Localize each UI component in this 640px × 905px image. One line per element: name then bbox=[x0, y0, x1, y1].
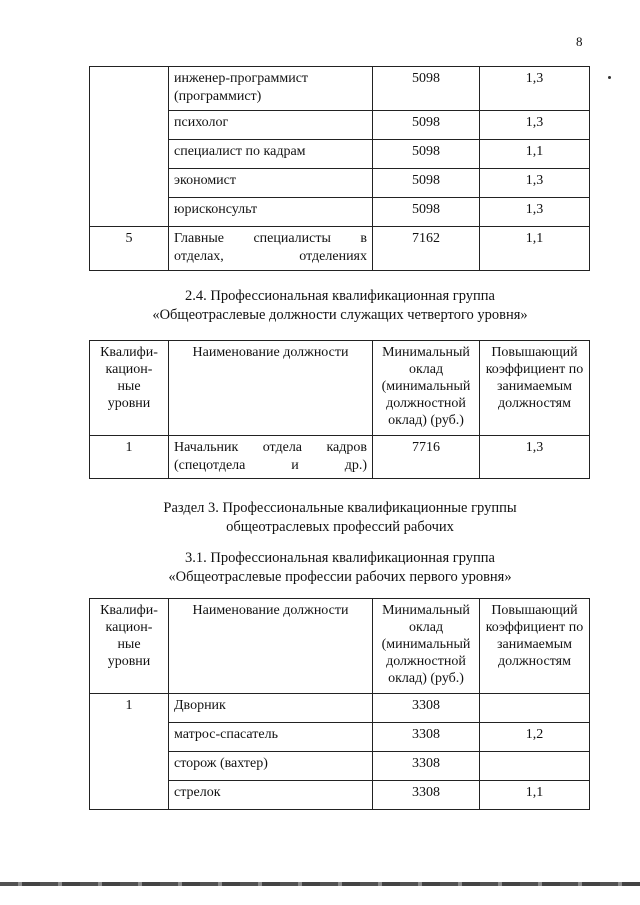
position-cell: инженер-программист (программист) bbox=[169, 67, 373, 111]
table-row bbox=[90, 227, 590, 271]
position-cell: Дворник bbox=[169, 694, 373, 723]
position-cell: матрос-спасатель bbox=[169, 723, 373, 752]
position-cell: стрелок bbox=[169, 781, 373, 810]
position-cell: юрисконсульт bbox=[169, 198, 373, 227]
heading-line: 2.4. Профессиональная квалификационная группа bbox=[185, 288, 495, 304]
salary-cell: 3308 bbox=[373, 752, 480, 781]
coef-cell: 1,2 bbox=[480, 723, 590, 752]
header-position: Наименование должности bbox=[169, 599, 373, 694]
header-level: Квалифи-кацион-ные уровни bbox=[90, 341, 169, 436]
heading-line: 3.1. Профессиональная квалификационная группа bbox=[185, 550, 495, 566]
header-salary: Минимальный оклад (минимальный должностной оклад) (руб.) bbox=[373, 599, 480, 694]
salary-cell: 5098 bbox=[373, 111, 480, 140]
header-coef: Повышающий коэффициент по занимаемым должностям bbox=[480, 599, 590, 694]
salary-cell: 5098 bbox=[373, 169, 480, 198]
page-number: 8 bbox=[576, 34, 583, 49]
header-position: Наименование должности bbox=[169, 341, 373, 436]
position-cell: психолог bbox=[169, 111, 373, 140]
header-level: Квалифи-кацион-ные уровни bbox=[90, 599, 169, 694]
heading-line: «Общеотраслевые должности служащих четвертого уровня» bbox=[152, 307, 528, 323]
table-row bbox=[90, 436, 590, 479]
coef-cell: 1,1 bbox=[480, 140, 590, 169]
table-continuation bbox=[89, 66, 590, 271]
coef-cell: 1,1 bbox=[480, 227, 590, 271]
salary-cell: 7716 bbox=[373, 436, 480, 479]
coef-cell: 1,3 bbox=[480, 111, 590, 140]
position-cell: Главные специалисты в отделах, отделениях bbox=[169, 227, 373, 271]
coef-cell bbox=[480, 694, 590, 723]
coef-cell bbox=[480, 752, 590, 781]
coef-cell: 1,1 bbox=[480, 781, 590, 810]
position-cell: Начальник отдела кадров (спецотдела и др.) bbox=[169, 436, 373, 479]
salary-cell: 3308 bbox=[373, 723, 480, 752]
coef-cell: 1,3 bbox=[480, 198, 590, 227]
section-3-heading bbox=[80, 499, 600, 537]
scan-speck bbox=[608, 76, 611, 79]
table-group-2-4 bbox=[89, 340, 590, 479]
coef-cell: 1,3 bbox=[480, 436, 590, 479]
table-row bbox=[90, 694, 590, 723]
position-cell: специалист по кадрам bbox=[169, 140, 373, 169]
salary-cell: 5098 bbox=[373, 140, 480, 169]
table-header-row bbox=[90, 599, 590, 694]
section-2-4-heading bbox=[80, 287, 600, 325]
heading-line: Раздел 3. Профессиональные квалификационные группы bbox=[163, 500, 517, 516]
table-group-3-1 bbox=[89, 598, 590, 810]
section-3-1-heading bbox=[80, 549, 600, 587]
coef-cell: 1,3 bbox=[480, 169, 590, 198]
salary-cell: 5098 bbox=[373, 67, 480, 111]
heading-line: «Общеотраслевые профессии рабочих первого уровня» bbox=[168, 569, 512, 585]
position-cell: экономист bbox=[169, 169, 373, 198]
header-coef: Повышающий коэффициент по занимаемым должностям bbox=[480, 341, 590, 436]
table-header-row bbox=[90, 341, 590, 436]
level-cell: 1 bbox=[90, 436, 169, 479]
salary-cell: 3308 bbox=[373, 694, 480, 723]
level-cell bbox=[90, 67, 169, 227]
salary-cell: 7162 bbox=[373, 227, 480, 271]
table-row bbox=[90, 67, 590, 111]
scan-edge-line bbox=[0, 882, 640, 886]
level-cell: 1 bbox=[90, 694, 169, 810]
coef-cell: 1,3 bbox=[480, 67, 590, 111]
position-cell: сторож (вахтер) bbox=[169, 752, 373, 781]
heading-line: общеотраслевых профессий рабочих bbox=[226, 519, 454, 535]
salary-cell: 5098 bbox=[373, 198, 480, 227]
level-cell: 5 bbox=[90, 227, 169, 271]
header-salary: Минимальный оклад (минимальный должностной оклад) (руб.) bbox=[373, 341, 480, 436]
salary-cell: 3308 bbox=[373, 781, 480, 810]
